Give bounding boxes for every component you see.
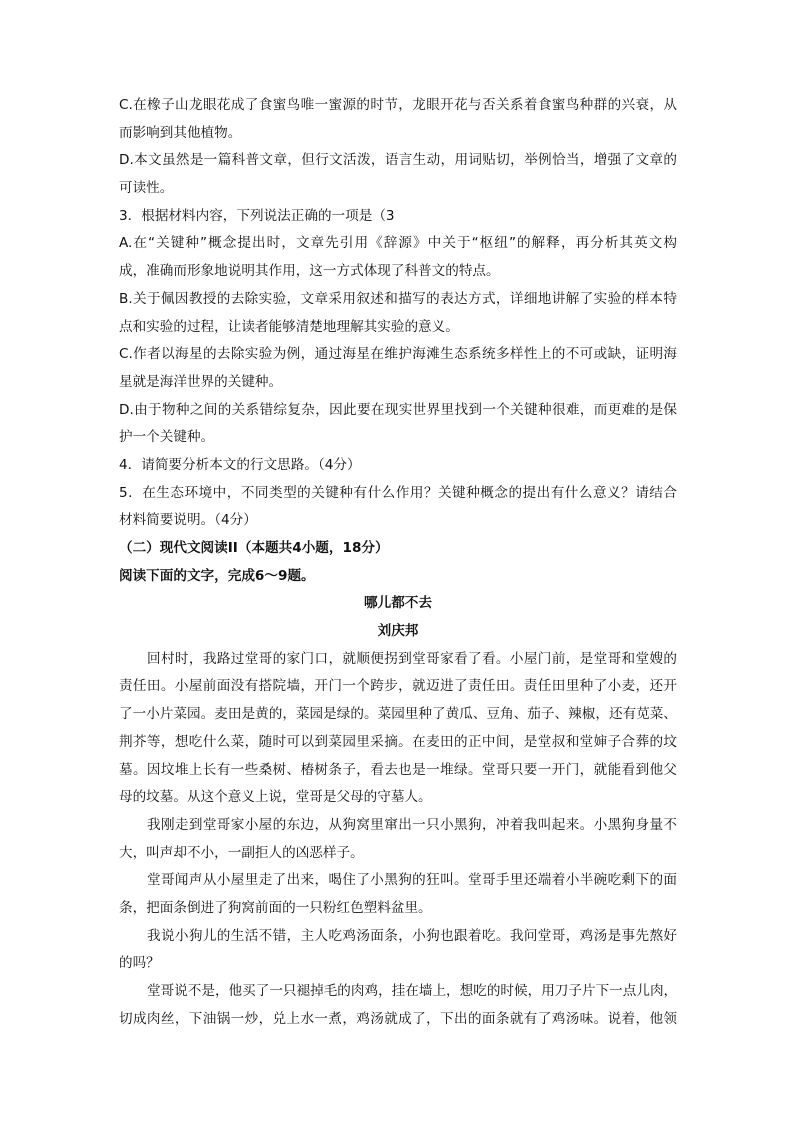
section-heading: （二）现代文阅读II（本题共4小题，18分）	[119, 540, 389, 556]
option-3d-line-1: D.由于物种之间的关系错综复杂，因此要在现实世界里找到一个关键种很难，而更难的是保	[119, 401, 677, 418]
option-2d-line-2: 可读性。	[119, 180, 174, 197]
paragraph-4-line: 我说小狗儿的生活不错，主人吃鸡汤面条，小狗也跟着吃。我问堂哥，鸡汤是事先熬好	[147, 927, 677, 944]
paragraph-2-line: 大，叫声却不小，一副拒人的凶恶样子。	[119, 844, 364, 861]
option-2d-line-1: D.本文虽然是一篇科普文章，但行文活泼，语言生动，用词贴切，举例恰当，增强了文章的	[119, 152, 677, 169]
question-5-line-2: 材料简要说明。（4分）	[119, 512, 257, 529]
option-3b-line-2: 点和实验的过程，让读者能够清楚地理解其实验的意义。	[119, 318, 459, 335]
paragraph-1-line: 责任田。小屋前面没有搭院墙，开门一个跨步，就迈进了责任田。责任田里种了小麦，还开	[119, 678, 677, 695]
paragraph-1-line: 回村时，我路过堂哥的家门口，就顺便拐到堂哥家看了看。小屋门前，是堂哥和堂嫂的	[147, 650, 677, 667]
paragraph-4-line: 的吗？	[119, 955, 160, 972]
option-2c-line-1: C.在橡子山龙眼花成了食蜜鸟唯一蜜源的时节，龙眼开花与否关系着食蜜鸟种群的兴衰，从	[119, 97, 677, 113]
paragraph-1-line: 墓。因坟堆上长有一些桑树、椿树条子，看去也是一堆绿。堂哥只要一开门，就能看到他父	[119, 761, 677, 778]
paragraph-1-line: 荆芥等，想吃什么菜，随时可以到菜园里采摘。在麦田的正中间，是堂叔和堂婶子合葬的坟	[119, 733, 677, 750]
option-3a-line-2: 成，准确而形象地说明其作用，这一方式体现了科普文的特点。	[119, 263, 500, 280]
reading-instruction: 阅读下面的文字，完成6～9题。	[119, 567, 315, 584]
paragraph-5-line: 切成肉丝，下油锅一炒，兑上水一煮，鸡汤就成了，下出的面条就有了鸡汤味。说着，他领	[119, 1010, 677, 1027]
question-3-stem: 3．根据材料内容，下列说法正确的一项是（3	[119, 207, 395, 224]
option-3c-line-2: 星就是海洋世界的关键种。	[119, 373, 283, 390]
option-3c-line-1: C.作者以海星的去除实验为例，通过海星在维护海滩生态系统多样性上的不可或缺，证明海	[119, 346, 677, 363]
option-3d-line-2: 护一个关键种。	[119, 429, 215, 446]
paragraph-1-line: 母的坟墓。从这个意义上说，堂哥是父母的守墓人。	[119, 789, 432, 806]
story-title: 哪儿都不去	[364, 595, 432, 612]
paragraph-1-line: 了一小片菜园。麦田是黄的，菜园是绿的。菜园里种了黄瓜、豆角、茄子、辣椒，还有苋菜、	[119, 706, 677, 723]
question-4: 4．请简要分析本文的行文思路。（4分）	[119, 456, 361, 473]
paragraph-5-line: 堂哥说不是，他买了一只褪掉毛的肉鸡，挂在墙上，想吃的时候，用刀子片下一点儿肉，	[147, 983, 678, 999]
document-page	[119, 92, 677, 1033]
question-5-line-1: 5．在生态环境中，不同类型的关键种有什么作用？关键种概念的提出有什么意义？请结合	[119, 484, 677, 501]
story-author: 刘庆邦	[377, 623, 419, 640]
option-2c-line-2: 而影响到其他植物。	[119, 124, 242, 141]
option-3b-line-1: B.关于佩因教授的去除实验，文章采用叙述和描写的表达方式，详细地讲解了实验的样本特	[119, 290, 677, 307]
paragraph-2-line: 我刚走到堂哥家小屋的东边，从狗窝里窜出一只小黑狗，冲着我叫起来。小黑狗身量不	[147, 816, 677, 833]
option-3a-line-1: A.在“关键种”概念提出时，文章先引用《辞源》中关于“枢纽”的解释，再分析其英文构	[119, 235, 677, 252]
paragraph-3-line: 条，把面条倒进了狗窝前面的一只粉红色塑料盆里。	[119, 899, 432, 916]
paragraph-3-line: 堂哥闻声从小屋里走了出来，喝住了小黑狗的狂叫。堂哥手里还端着小半碗吃剩下的面	[147, 872, 677, 889]
